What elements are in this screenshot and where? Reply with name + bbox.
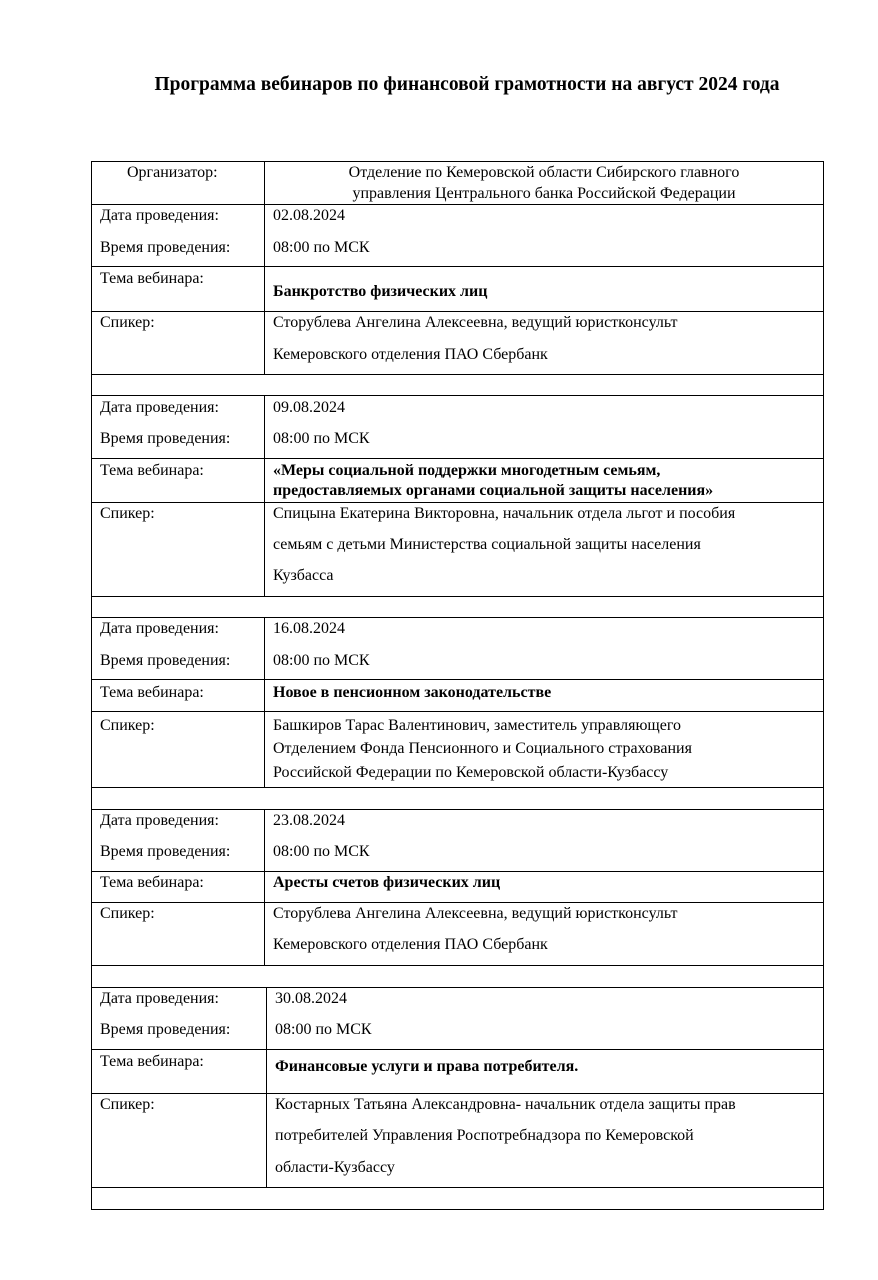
webinar-1-date: 02.08.2024 <box>273 207 345 224</box>
speaker-label: Спикер: <box>100 717 155 734</box>
webinar-1-speaker-line-1: Сторублева Ангелина Алексеевна, ведущий юристконсульт <box>273 314 678 331</box>
organizer-line-2: управления Центрального банка Российской Федерации <box>352 185 736 202</box>
webinar-2-date: 09.08.2024 <box>273 399 345 416</box>
webinar-2-speaker-line-1: Спицына Екатерина Викторовна, начальник отдела льгот и пособия <box>273 505 736 522</box>
topic-label: Тема вебинара: <box>100 1053 204 1070</box>
date-label: Дата проведения: <box>100 399 219 416</box>
row-divider <box>92 374 823 375</box>
webinar-2-speaker-line-3: Кузбасса <box>273 567 334 584</box>
row-divider <box>92 502 823 503</box>
webinar-2-topic-line-2: предоставляемых органами социальной защиты населения» <box>273 482 714 499</box>
row-divider <box>92 965 823 966</box>
row-divider <box>92 617 823 618</box>
row-divider <box>92 1049 823 1050</box>
row-divider <box>92 871 823 872</box>
webinar-1-speaker-line-2: Кемеровского отделения ПАО Сбербанк <box>273 346 548 363</box>
row-divider <box>92 679 823 680</box>
webinar-5-time: 08:00 по МСК <box>275 1021 372 1038</box>
webinar-2-topic-line-1: «Меры социальной поддержки многодетным семьям, <box>273 462 661 479</box>
row-divider <box>92 1187 823 1188</box>
column-divider <box>264 809 265 965</box>
row-divider <box>92 266 823 267</box>
row-divider <box>92 395 823 396</box>
webinar-3-speaker-line-2: Отделением Фонда Пенсионного и Социального страхования <box>273 740 692 757</box>
speaker-label: Спикер: <box>100 314 155 331</box>
row-divider <box>92 787 823 788</box>
organizer-line-1: Отделение по Кемеровской области Сибирского главного <box>348 164 740 181</box>
webinar-5-speaker-line-3: области-Кузбассу <box>275 1159 395 1176</box>
webinar-5-topic: Финансовые услуги и права потребителя. <box>275 1058 579 1075</box>
webinar-4-date: 23.08.2024 <box>273 812 345 829</box>
row-divider <box>92 711 823 712</box>
webinar-2-speaker-line-2: семьям с детьми Министерства социальной защиты населения <box>273 536 701 553</box>
document-title: Программа вебинаров по финансовой грамотности на август 2024 года <box>154 74 780 95</box>
organizer-label: Организатор: <box>127 164 218 181</box>
column-divider <box>264 617 265 787</box>
date-label: Дата проведения: <box>100 990 219 1007</box>
webinar-2-time: 08:00 по МСК <box>273 430 370 447</box>
row-divider <box>92 204 823 205</box>
speaker-label: Спикер: <box>100 505 155 522</box>
speaker-label: Спикер: <box>100 1096 155 1113</box>
column-divider <box>264 395 265 596</box>
webinar-3-date: 16.08.2024 <box>273 620 345 637</box>
topic-label: Тема вебинара: <box>100 462 204 479</box>
webinar-1-topic: Банкротство физических лиц <box>273 283 488 300</box>
time-label: Время проведения: <box>100 1021 231 1038</box>
webinar-3-time: 08:00 по МСК <box>273 652 370 669</box>
row-divider <box>92 902 823 903</box>
webinar-3-speaker-line-1: Башкиров Тарас Валентинович, заместитель управляющего <box>273 717 681 734</box>
webinar-1-time: 08:00 по МСК <box>273 239 370 256</box>
webinar-4-speaker-line-1: Сторублева Ангелина Алексеевна, ведущий юристконсульт <box>273 905 678 922</box>
webinar-5-speaker-line-1: Костарных Татьяна Александровна- начальник отдела защиты прав <box>275 1096 736 1113</box>
date-label: Дата проведения: <box>100 812 219 829</box>
time-label: Время проведения: <box>100 843 231 860</box>
row-divider <box>92 987 823 988</box>
row-divider <box>92 458 823 459</box>
topic-label: Тема вебинара: <box>100 874 204 891</box>
webinar-4-time: 08:00 по МСК <box>273 843 370 860</box>
column-divider <box>266 987 267 1187</box>
topic-label: Тема вебинара: <box>100 684 204 701</box>
time-label: Время проведения: <box>100 430 231 447</box>
row-divider <box>92 311 823 312</box>
time-label: Время проведения: <box>100 652 231 669</box>
date-label: Дата проведения: <box>100 207 219 224</box>
webinar-4-topic: Аресты счетов физических лиц <box>273 874 501 891</box>
row-divider <box>92 596 823 597</box>
time-label: Время проведения: <box>100 239 231 256</box>
webinar-4-speaker-line-2: Кемеровского отделения ПАО Сбербанк <box>273 936 548 953</box>
date-label: Дата проведения: <box>100 620 219 637</box>
webinar-5-speaker-line-2: потребителей Управления Роспотребнадзора по Кемеровской <box>275 1127 694 1144</box>
webinar-3-speaker-line-3: Российской Федерации по Кемеровской области-Кузбассу <box>273 764 669 781</box>
speaker-label: Спикер: <box>100 905 155 922</box>
webinar-3-topic: Новое в пенсионном законодательстве <box>273 684 552 701</box>
topic-label: Тема вебинара: <box>100 270 204 287</box>
row-divider <box>92 809 823 810</box>
row-divider <box>92 1093 823 1094</box>
webinar-5-date: 30.08.2024 <box>275 990 347 1007</box>
